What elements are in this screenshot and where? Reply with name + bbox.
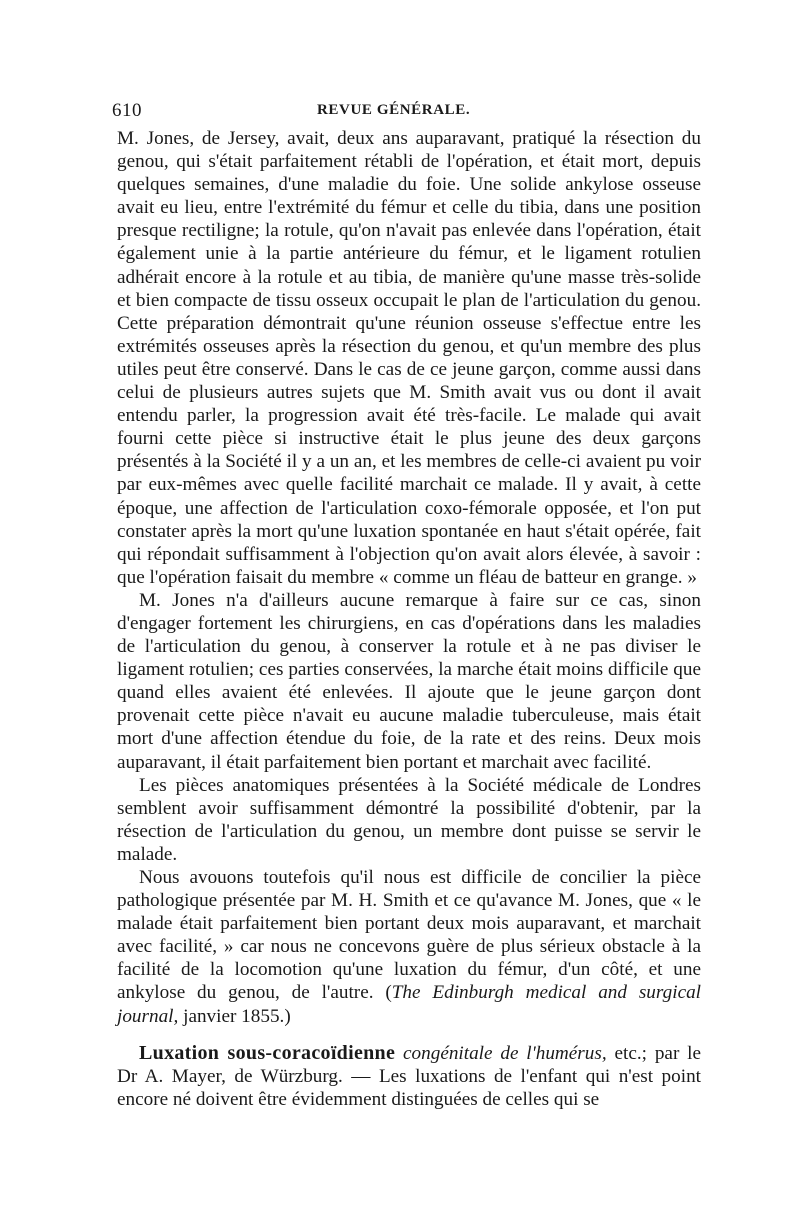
section-paragraph bbox=[117, 1042, 701, 1111]
page-number: 610 bbox=[112, 100, 142, 121]
page-header bbox=[112, 100, 702, 124]
citation-open-paren: ( bbox=[385, 982, 392, 1004]
section-subtitle: congénitale de l'humérus, bbox=[403, 1042, 607, 1064]
citation-date: janvier 1855.) bbox=[183, 1005, 291, 1027]
citation-journal: The Edinburgh medical and surgical journal, bbox=[117, 982, 702, 1027]
body-text bbox=[117, 127, 701, 1111]
paragraph-4 bbox=[117, 866, 701, 1028]
section-gap bbox=[117, 1028, 701, 1042]
paragraph-1: M. Jones, de Jersey, avait, deux ans auparavant, pratiqué la résection du genou, qui s'était parfaitement rétabli de l'opération, et était mort, depuis quelques semaines, d'une maladie du foie. Une solide ankylose osseuse avait eu lieu, entre l'extrémité du fémur et celle du tibia, dans une position presque rectiligne; la rotule, qu'on n'avait pas enlevée dans l'opération, était également unie à la partie antérieure du fémur, et le ligament rotulien adhérait encore à la rotule et au tibia, de manière qu'une masse très-solide et bien compacte de tissu osseux occupait le plan de l'articulation du genou. Cette préparation démontrait qu'une réunion osseuse s'effectue entre les extrémités osseuses après la résection du genou, et qu'un membre des plus utiles peut être conservé. Dans le cas de ce jeune garçon, comme aussi dans celui de plusieurs autres sujets que M. Smith avait vus ou dont il avait entendu parler, la progression avait été très-facile. Le malade qui avait fourni cette pièce si instructive était le plus jeune des deux garçons présentés à la Société il y a un an, et les membres de celle-ci avaient pu voir par eux-mêmes avec quelle facilité marchait ce malade. Il y avait, à cette époque, une affection de l'articulation coxo-fémorale opposée, et l'on put constater après la mort qu'une luxation spontanée en haut s'était opérée, fait qui répondait suffisamment à l'objection qu'on avait alors élevée, à savoir : que l'opération faisait du membre « comme un fléau de batteur en grange. » bbox=[117, 128, 701, 588]
paragraph-4-text: Nous avouons toutefois qu'il nous est difficile de concilier la pièce pathologique présentée par M. H. Smith et ce qu'avance M. Jones, que « le malade était parfaitement bien portant deux mois auparavant, et marchait avec facilité, » car nous ne concevons guère de plus sérieux obstacle à la facilité de la locomotion qu'une luxation du fémur, d'un côté, et une ankylose du genou, de l'autre. bbox=[117, 867, 701, 1004]
section-text: par le Dr A. Mayer, de Würzburg. — Les luxations de l'enfant qui n'est point encore né doivent être évidemment distinguées de celles qui se bbox=[117, 1042, 702, 1110]
section-etc: etc.; bbox=[614, 1042, 647, 1064]
paragraph-2: M. Jones n'a d'ailleurs aucune remarque à faire sur ce cas, sinon d'engager fortement les chirurgiens, en cas d'opérations dans les maladies de l'articulation du genou, à conserver la rotule et à ne pas diviser le ligament rotulien; ces parties conservées, la marche était moins difficile que quand elles avaient été enlevées. Il ajoute que le jeune garçon dont provenait cette pièce n'avait eu aucune maladie tuberculeuse, mais était mort d'une affection étendue du foie, de la rate et des reins. Deux mois auparavant, il était parfaitement bien portant et marchait avec facilité. bbox=[117, 589, 701, 773]
running-title: REVUE GÉNÉRALE. bbox=[317, 102, 471, 118]
section-title: Luxation sous-coracoïdienne bbox=[139, 1041, 396, 1064]
paragraph-3: Les pièces anatomiques présentées à la Société médicale de Londres semblent avoir suffisamment démontré la possibilité d'obtenir, par la résection de l'articulation du genou, un membre dont puisse se servir le malade. bbox=[117, 774, 701, 865]
